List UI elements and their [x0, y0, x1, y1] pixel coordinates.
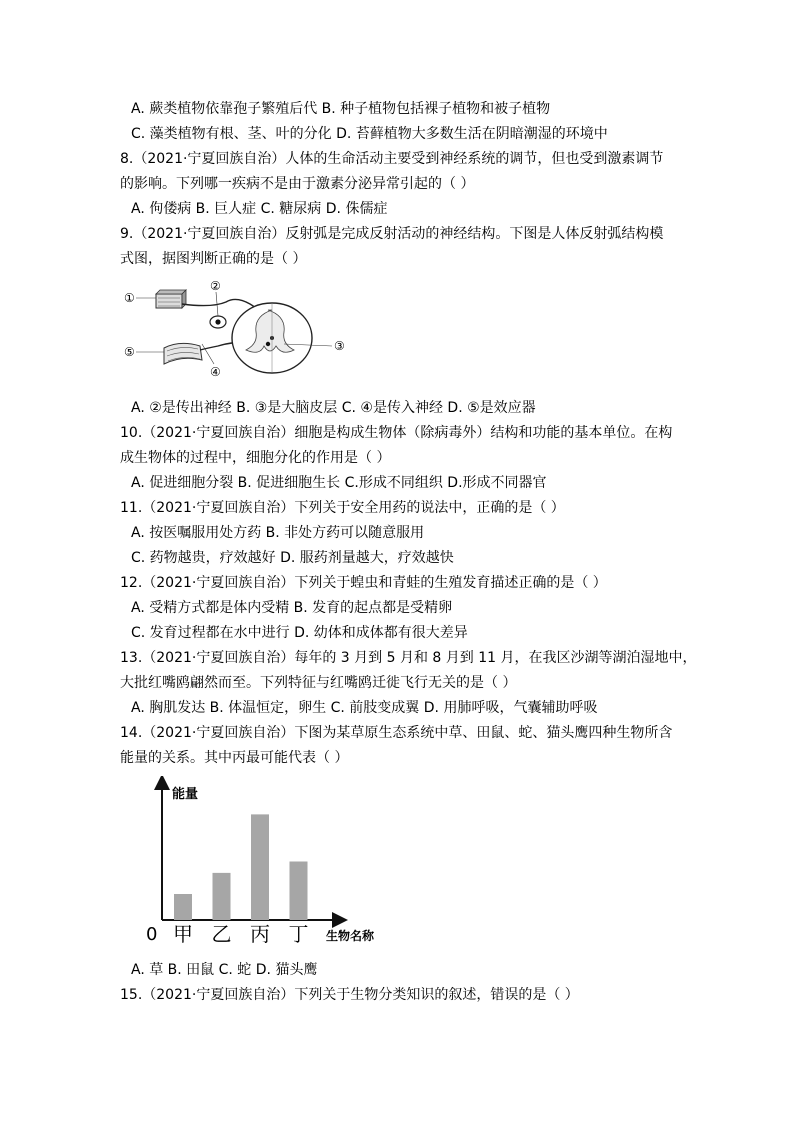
bar-4 [290, 862, 308, 921]
q10-stem-line2: 成生物体的过程中，细胞分化的作用是（ ） [120, 450, 391, 466]
q11-options-ab: A. 按医嘱服用处方药 B. 非处方药可以随意服用 [131, 525, 425, 541]
reflex-arc-diagram [122, 278, 354, 390]
label-3: ③ [334, 339, 345, 353]
q9-stem-line1: 9.（2021·宁夏回族自治）反射弧是完成反射活动的神经结构。下图是人体反射弧结构模 [120, 226, 664, 242]
q14-options: A. 草 B. 田鼠 C. 蛇 D. 猫头鹰 [131, 962, 318, 978]
q11-stem: 11.（2021·宁夏回族自治）下列关于安全用药的说法中，正确的是（ ） [120, 500, 565, 516]
q12-options-ab: A. 受精方式都是体内受精 B. 发育的起点都是受精卵 [131, 600, 453, 616]
bar-1 [174, 894, 192, 920]
q10-options: A. 促进细胞分裂 B. 促进细胞生长 C.形成不同组织 D.形成不同器官 [131, 475, 547, 491]
bar-3 [251, 814, 269, 920]
bar-2 [213, 873, 231, 920]
q8-options: A. 佝偻病 B. 巨人症 C. 糖尿病 D. 侏儒症 [131, 201, 388, 217]
q12-options-cd: C. 发育过程都在水中进行 D. 幼体和成体都有很大差异 [131, 625, 468, 641]
x-axis-label: 生物名称 [326, 929, 375, 943]
origin-label: 0 [146, 924, 158, 945]
q7-options-ab: A. 蕨类植物依靠孢子繁殖后代 B. 种子植物包括裸子植物和被子植物 [131, 101, 551, 117]
effector-muscle [164, 343, 202, 364]
q13-options: A. 胸肌发达 B. 体温恒定，卵生 C. 前肢变成翼 D. 用肺呼吸，气囊辅助呼吸 [131, 700, 598, 716]
q8-stem-line2: 的影响。下列哪一疾病不是由于激素分泌异常引起的（ ） [120, 176, 475, 192]
receptor-skin [156, 290, 186, 308]
energy-bar-chart [140, 776, 390, 948]
q14-stem-line1: 14.（2021·宁夏回族自治）下图为某草原生态系统中草、田鼠、蛇、猫头鹰四种生物所含 [120, 725, 673, 741]
category-label-4: 丁 [288, 922, 309, 946]
q7-options-cd: C. 藻类植物有根、茎、叶的分化 D. 苔藓植物大多数生活在阴暗潮湿的环境中 [131, 126, 608, 142]
spinal-cord [232, 303, 312, 373]
category-label-1: 甲 [173, 922, 193, 946]
q11-options-cd: C. 药物越贵，疗效越好 D. 服药剂量越大，疗效越快 [131, 550, 454, 566]
q13-stem-line1: 13.（2021·宁夏回族自治）每年的 3 月到 5 月和 8 月到 11 月，在我区沙湖等湖泊湿地中， [120, 650, 697, 666]
label-5: ⑤ [124, 345, 135, 359]
y-axis-label: 能量 [172, 787, 199, 802]
q10-stem-line1: 10.（2021·宁夏回族自治）细胞是构成生物体（除病毒外）结构和功能的基本单位。在构 [120, 425, 673, 441]
q14-stem-line2: 能量的关系。其中丙最可能代表（ ） [120, 750, 349, 766]
q8-stem-line1: 8.（2021·宁夏回族自治）人体的生命活动主要受到神经系统的调节，但也受到激素调节 [120, 151, 664, 167]
q13-stem-line2: 大批红嘴鸥翩然而至。下列特征与红嘴鸥迁徙飞行无关的是（ ） [120, 675, 517, 691]
q15-stem: 15.（2021·宁夏回族自治）下列关于生物分类知识的叙述，错误的是（ ） [120, 987, 579, 1003]
q9-stem-line2: 式图，据图判断正确的是（ ） [120, 251, 307, 267]
label-4: ④ [210, 365, 221, 379]
q9-options: A. ②是传出神经 B. ③是大脑皮层 C. ④是传入神经 D. ⑤是效应器 [131, 400, 536, 416]
category-label-3: 丙 [250, 922, 270, 946]
q12-stem: 12.（2021·宁夏回族自治）下列关于蝗虫和青蛙的生殖发育描述正确的是（ ） [120, 575, 607, 591]
label-1: ① [124, 291, 135, 305]
label-2: ② [210, 279, 221, 293]
category-label-2: 乙 [211, 922, 232, 946]
